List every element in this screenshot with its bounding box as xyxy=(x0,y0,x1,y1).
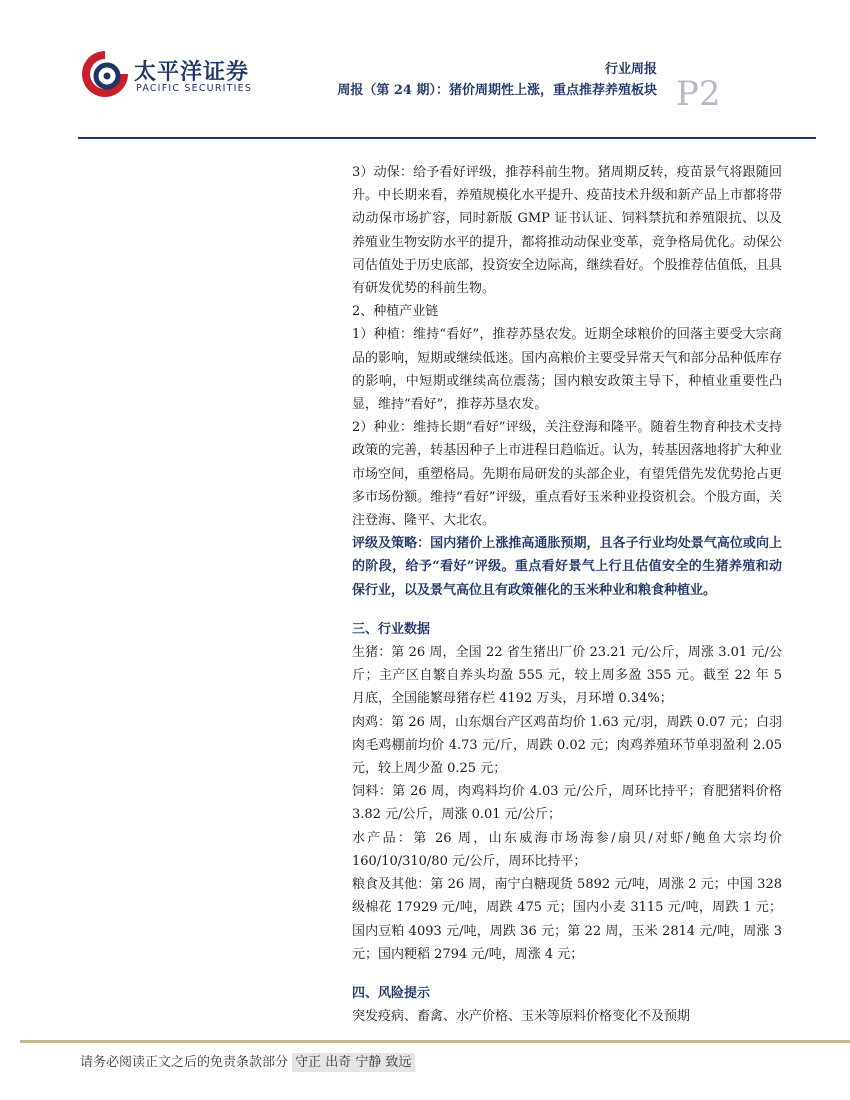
footer-disclaimer: 请务必阅读正文之后的免责条款部分 xyxy=(80,1055,289,1070)
pacific-securities-logo-icon xyxy=(78,47,132,101)
paragraph-seed-industry: 2）种业：维持长期“看好”评级，关注登海和隆平。随着生物育种技术支持政策的完善，转基因种子上市进程日趋临近。认为，转基因落地将扩大种业市场空间，重塑格局。先期布局研发的头部企业，有望凭借先发优势抢占更多市场份额。维持“看好”评级，重点看好玉米种业投资机会。个股方面，关注登海、隆平、大北农。 xyxy=(352,420,782,529)
paragraph-rating-strategy: 评级及策略：国内猪价上涨推高通胀预期，且各子行业均处景气高位或向上的阶段，给予“看好”评级。重点看好景气上行且估值安全的生猪养殖和动保行业，以及景气高位且有政策催化的玉米种业和粮食种植业。 xyxy=(352,536,782,598)
company-logo xyxy=(78,47,338,107)
footer xyxy=(80,1051,415,1070)
section-heading-industry-data: 三、行业数据 xyxy=(352,621,431,637)
paragraph-risk: 突发疫病、畜禽、水产价格、玉米等原料价格变化不及预期 xyxy=(352,1009,691,1025)
paragraph-hog-data: 生猪：第 26 周，全国 22 省生猪出厂价 23.21 元/公斤，周涨 3.01 元/公斤；主产区自繁自养头均盈 555 元，较上周多盈 355 元。截至 22 年 5 月底，全国能繁母猪存栏 4192 万头，月环增 0.34%； xyxy=(352,645,782,707)
paragraph-feed-data: 饲料：第 26 周，肉鸡料均价 4.03 元/公斤，周环比持平；育肥猪料价格 3.82 元/公斤，周涨 0.01 元/公斤； xyxy=(352,784,782,823)
section-heading-planting-chain: 2、种植产业链 xyxy=(352,304,439,320)
paragraph-broiler-data: 肉鸡：第 26 周，山东烟台产区鸡苗均价 1.63 元/羽，周跌 0.07 元；白羽肉毛鸡棚前均价 4.73 元/斤，周跌 0.02 元；肉鸡养殖环节单羽盈利 2.05 元，较上周少盈 0.25 元； xyxy=(352,714,782,777)
paragraph-aquatic-data: 水产品：第 26 周，山东威海市场海参/扇贝/对虾/鲍鱼大宗均价 160/10/310/80 元/公斤，周环比持平； xyxy=(352,830,782,869)
footer-motto: 守正 出奇 宁静 致远 xyxy=(292,1053,414,1072)
page-number: P2 xyxy=(676,74,721,114)
report-title: 周报（第 24 期）：猪价周期性上涨，重点推荐养殖板块 xyxy=(337,83,657,98)
paragraph-animal-health: 3）动保：给予看好评级，推荐科前生物。猪周期反转，疫苗景气将跟随回升。中长期来看，养殖规模化水平提升、疫苗技术升级和新产品上市都将带动动保市场扩容，同时新版 GMP 证书认证、饲料禁抗和养殖限抗、以及养殖业生物安防水平的提升，都将推动动保业变革，竞争格局优化。动保公司估值处于历史底部，投资安全边际高，继续看好。个股推荐估值低，且具有研发优势的科前生物。 xyxy=(352,165,782,297)
report-category: 行业周报 xyxy=(604,62,657,77)
section-heading-risk: 四、风险提示 xyxy=(352,985,431,1001)
logo-chinese-name: 太平洋证券 xyxy=(134,60,250,85)
logo-english-name: PACIFIC SECURITIES xyxy=(136,83,253,94)
paragraph-planting: 1）种植：维持“看好”，推荐苏垦农发。近期全球粮价的回落主要受大宗商品的影响，短期或继续低迷。国内高粮价主要受异常天气和部分品种低库存的影响，中短期或继续高位震荡；国内粮安政策主导下，种植业重要性凸显，维持“看好”，推荐苏垦农发。 xyxy=(352,327,782,413)
paragraph-grain-data: 粮食及其他：第 26 周，南宁白糖现货 5892 元/吨，周涨 2 元；中国 328 级棉花 17929 元/吨，周跌 475 元；国内小麦 3115 元/吨，周跌 1 元；国内豆粕 4093 元/吨，周跌 36 元；第 22 周，玉米 2814 元/吨，周涨 3 元；国内粳稻 2794 元/吨，周涨 4 元； xyxy=(352,877,782,962)
report-body xyxy=(352,161,782,1028)
header-divider xyxy=(78,137,816,139)
footer-divider xyxy=(20,1040,850,1043)
